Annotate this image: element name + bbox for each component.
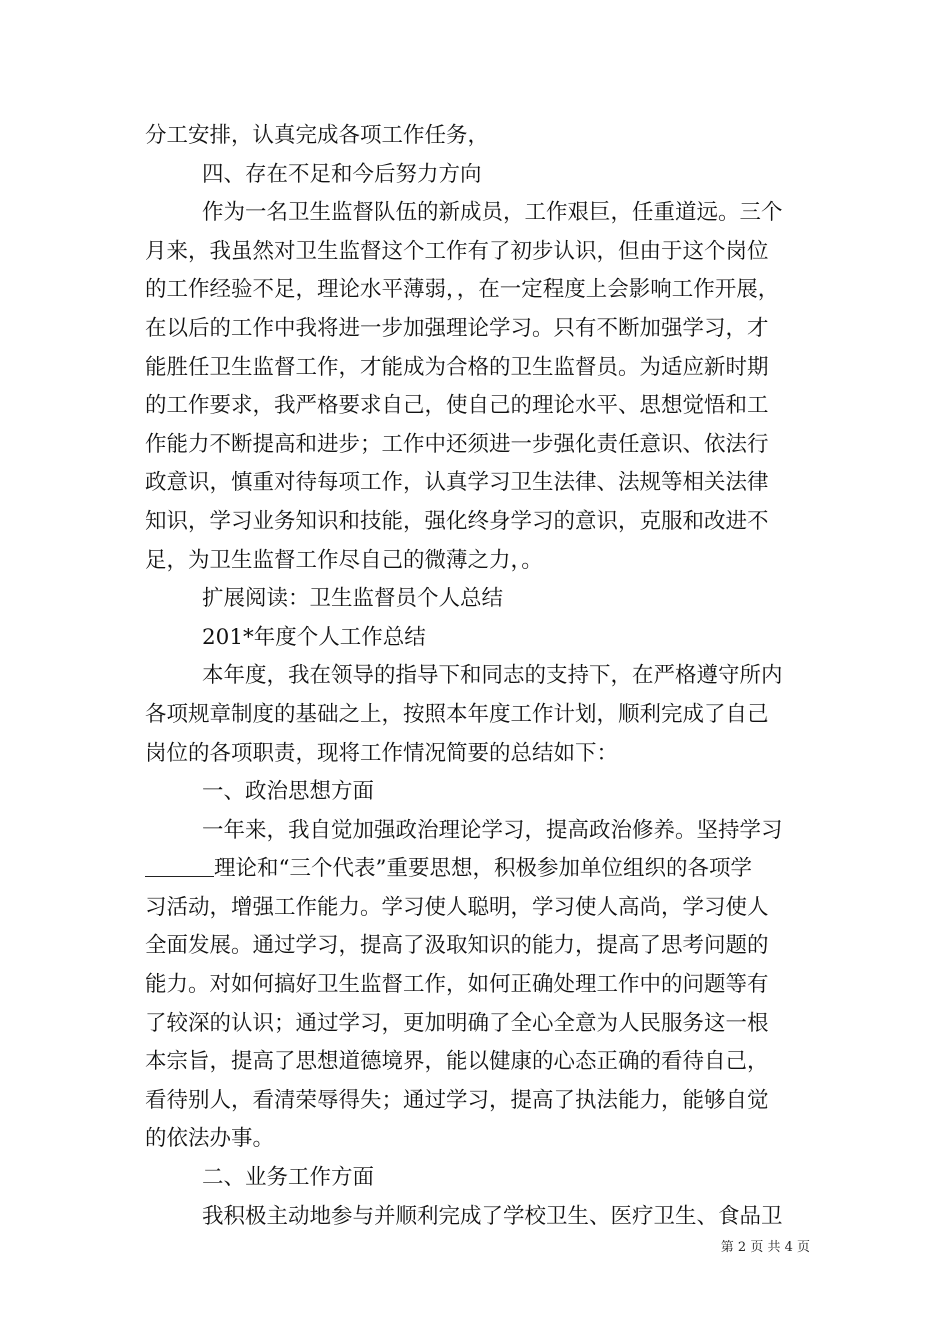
text-line-content: 四、存在不足和今后努力方向 — [202, 161, 482, 187]
text-line — [145, 696, 810, 735]
text-line — [145, 117, 810, 156]
text-line-content: 的工作经验不足，理论水平薄弱，，在一定程度上会影响工作开展， — [145, 277, 780, 303]
text-line — [145, 503, 810, 542]
text-line — [145, 464, 810, 503]
text-line-content: 本年度，我在领导的指导下和同志的支持下，在严格遵守所内 — [202, 663, 783, 689]
document-body — [145, 117, 810, 1236]
text-line-content: 本宗旨，提高了思想道德境界，能以健康的心态正确的看待自己， — [145, 1049, 769, 1075]
text-line-content: 我积极主动地参与并顺利完成了学校卫生、医疗卫生、食品卫 — [202, 1203, 783, 1229]
text-line-content: 理论和“三个代表”重要思想，积极参加单位组织的各项学 — [214, 856, 752, 882]
text-line — [145, 1082, 810, 1121]
text-line-content: 政意识，慎重对待每项工作，认真学习卫生法律、法规等相关法律 — [145, 470, 769, 496]
text-line — [145, 156, 810, 195]
page-number-footer: 第 2 页 共 4 页 — [720, 1240, 810, 1255]
text-line-content: 看待别人，看清荣辱得失；通过学习，提高了执法能力，能够自觉 — [145, 1087, 769, 1113]
text-line — [145, 1120, 810, 1159]
fill-in-blank — [145, 854, 214, 877]
text-line — [145, 735, 810, 774]
text-line — [145, 773, 810, 812]
text-line — [145, 657, 810, 696]
text-line-content: 了较深的认识；通过学习，更加明确了全心全意为人民服务这一根 — [145, 1010, 769, 1036]
text-line-content: 分工安排，认真完成各项工作任务， — [145, 123, 490, 148]
text-line-content: 201*年度个人工作总结 — [202, 624, 426, 650]
text-line — [145, 271, 810, 310]
text-line-content: 岗位的各项职责，现将工作情况简要的总结如下： — [145, 740, 619, 766]
text-line-content: 月来，我虽然对卫生监督这个工作有了初步认识，但由于这个岗位 — [145, 238, 769, 264]
text-line-content: 在以后的工作中我将进一步加强理论学习。只有不断加强学习，才 — [145, 315, 769, 341]
text-line — [145, 889, 810, 928]
text-line-content: 作能力不断提高和进步；工作中还须进一步强化责任意识、依法行 — [145, 431, 769, 457]
text-line-content: 全面发展。通过学习，提高了汲取知识的能力，提高了思考问题的 — [145, 933, 769, 959]
text-line — [145, 233, 810, 272]
text-line-content: 的依法办事。 — [145, 1126, 275, 1152]
text-line — [145, 1198, 810, 1237]
text-line-content: 能胜任卫生监督工作，才能成为合格的卫生监督员。为适应新时期 — [145, 354, 769, 380]
text-line — [145, 426, 810, 465]
text-line-content: 的工作要求，我严格要求自己，使自己的理论水平、思想觉悟和工 — [145, 393, 769, 419]
text-line — [145, 542, 810, 581]
text-line — [145, 927, 810, 966]
text-line — [145, 1005, 810, 1044]
text-line-content: 知识，学习业务知识和技能，强化终身学习的意识，克服和改进不 — [145, 508, 769, 534]
text-line — [145, 387, 810, 426]
text-line-content: 习活动，增强工作能力。学习使人聪明，学习使人高尚，学习使人 — [145, 894, 769, 920]
text-line-content: 一年来，我自觉加强政治理论学习，提高政治修养。坚持学习 — [202, 817, 783, 843]
text-line-content: 足，为卫生监督工作尽自己的微薄之力，。 — [145, 547, 543, 573]
text-line-content: 二、业务工作方面 — [202, 1165, 375, 1191]
text-line — [145, 850, 810, 889]
text-line-content: 扩展阅读：卫生监督员个人总结 — [202, 586, 504, 612]
text-line — [145, 1159, 810, 1198]
text-line — [145, 812, 810, 851]
text-line — [145, 1043, 810, 1082]
text-line — [145, 966, 810, 1005]
text-line — [145, 349, 810, 388]
text-line — [145, 310, 810, 349]
text-line — [145, 580, 810, 619]
text-line — [145, 619, 810, 658]
text-line-content: 各项规章制度的基础之上，按照本年度工作计划，顺利完成了自己 — [145, 701, 769, 727]
text-line — [145, 194, 810, 233]
text-line-content: 作为一名卫生监督队伍的新成员，工作艰巨，任重道远。三个 — [202, 200, 783, 226]
text-line-content: 一、政治思想方面 — [202, 779, 375, 805]
text-line-content: 能力。对如何搞好卫生监督工作，如何正确处理工作中的问题等有 — [145, 972, 769, 998]
